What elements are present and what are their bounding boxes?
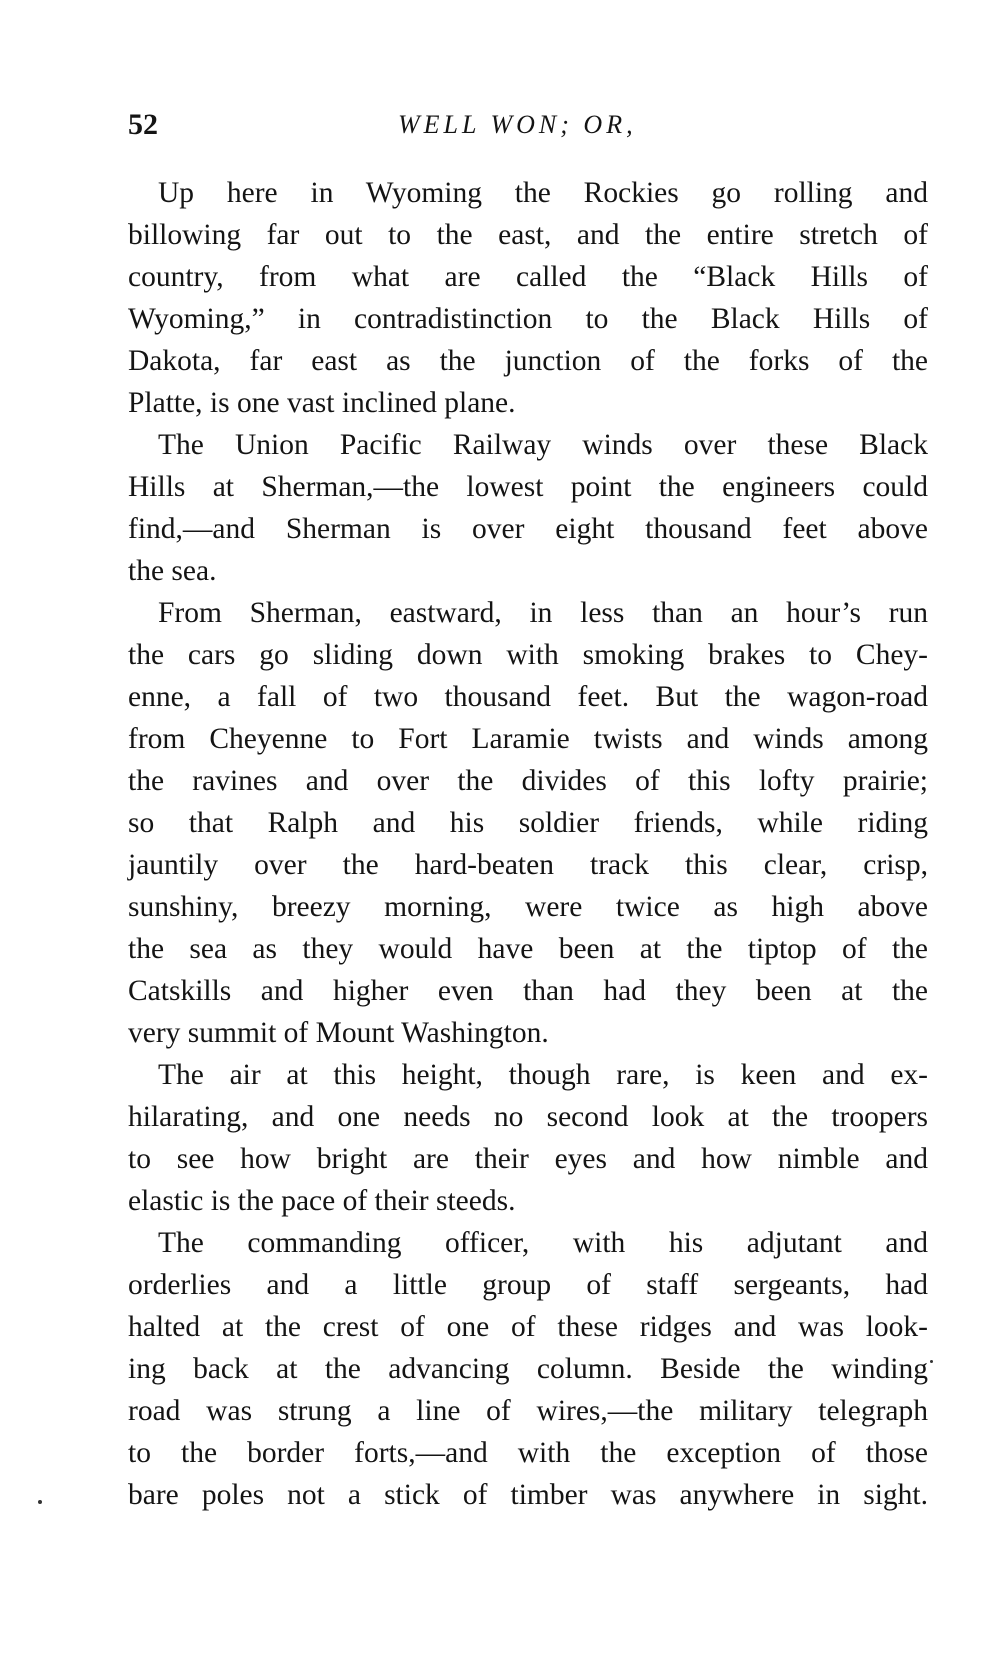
paragraph-5 [128, 1222, 928, 1516]
text-line: hilarating, and one needs no second look at the troopers [128, 1101, 928, 1133]
body-text [128, 172, 928, 1516]
text-line: sunshiny, breezy morning, were twice as high above [128, 891, 928, 923]
text-line: so that Ralph and his soldier friends, while riding [128, 807, 928, 839]
paragraph-2 [128, 424, 928, 592]
text-line: ing back at the advancing column. Beside the winding [128, 1353, 928, 1385]
text-line: The commanding officer, with his adjutant and [158, 1227, 928, 1259]
text-line: The Union Pacific Railway winds over these Black [158, 429, 928, 461]
text-line: orderlies and a little group of staff sergeants, had [128, 1269, 928, 1301]
running-head [128, 108, 928, 152]
text-line: road was strung a line of wires,—the military telegraph [128, 1395, 928, 1427]
text-line: enne, a fall of two thousand feet. But the wagon-road [128, 681, 928, 713]
text-line: from Cheyenne to Fort Laramie twists and winds among [128, 723, 928, 755]
text-line: elastic is the pace of their steeds. [128, 1185, 516, 1217]
text-line: very summit of Mount Washington. [128, 1017, 549, 1049]
text-line: Platte, is one vast inclined plane. [128, 387, 516, 419]
text-line: the ravines and over the divides of this lofty prairie; [128, 765, 928, 797]
paragraph-1 [128, 172, 928, 424]
text-line: Hills at Sherman,—the lowest point the engineers could [128, 471, 928, 503]
text-line: The air at this height, though rare, is keen and ex- [158, 1059, 928, 1091]
text-line: bare poles not a stick of timber was anywhere in sight. [128, 1479, 928, 1511]
text-line: Catskills and higher even than had they been at the [128, 975, 928, 1007]
text-line: the sea as they would have been at the tiptop of the [128, 933, 928, 965]
paragraph-3 [128, 592, 928, 1054]
text-line: From Sherman, eastward, in less than an hour’s run [158, 597, 928, 629]
running-title: WELL WON; OR, [398, 110, 637, 139]
text-line: Dakota, far east as the junction of the forks of the [128, 345, 928, 377]
text-line: find,—and Sherman is over eight thousand feet above [128, 513, 928, 545]
text-line: country, from what are called the “Black Hills of [128, 261, 928, 293]
page-number: 52 [128, 108, 158, 141]
text-line: the cars go sliding down with smoking brakes to Chey- [128, 639, 928, 671]
paragraph-4 [128, 1054, 928, 1222]
text-line: halted at the crest of one of these ridges and was look- [128, 1311, 928, 1343]
text-line: Wyoming,” in contradistinction to the Black Hills of [128, 303, 928, 335]
print-speck [38, 1500, 42, 1504]
text-line: to see how bright are their eyes and how nimble and [128, 1143, 928, 1175]
text-line: Up here in Wyoming the Rockies go rolling and [158, 177, 928, 209]
print-speck [930, 1360, 933, 1363]
text-line: jauntily over the hard-beaten track this clear, crisp, [128, 849, 928, 881]
text-line: to the border forts,—and with the exception of those [128, 1437, 928, 1469]
text-line: billowing far out to the east, and the entire stretch of [128, 219, 928, 251]
text-line: the sea. [128, 555, 217, 587]
